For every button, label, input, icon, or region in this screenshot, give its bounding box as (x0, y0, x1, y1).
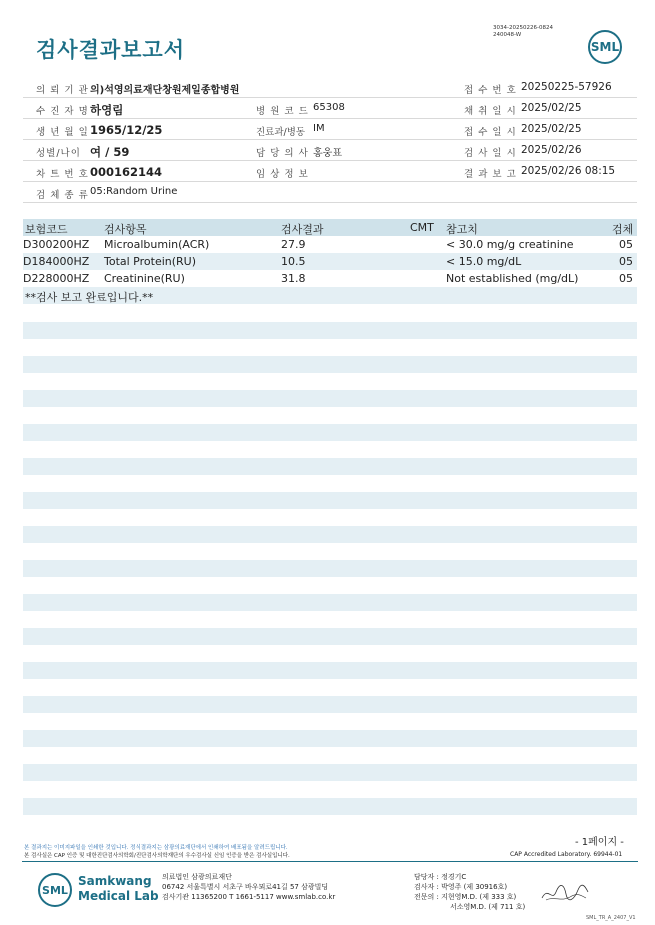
brand-name (78, 874, 159, 904)
specimen-value: 05:Random Urine (90, 186, 178, 197)
info-row-requester (23, 77, 637, 98)
chart-no-value: 000162144 (90, 165, 163, 179)
staff-manager: 담당자 : 정경기C (414, 873, 467, 881)
birth-value: 1965/12/25 (90, 123, 163, 137)
row-code: D300200HZ (23, 238, 90, 251)
empty-row (23, 492, 637, 509)
page-number: - 1페이지 - (575, 837, 624, 848)
info-row-sex-age (23, 140, 637, 161)
requester-value: 의)석영의료재단창원제일종합병원 (90, 85, 240, 96)
table-row (23, 236, 637, 253)
patient-label: 수 진 자 명 (36, 106, 89, 117)
row-item: Creatinine(RU) (104, 272, 185, 285)
receipt-date-value: 2025/02/25 (521, 123, 582, 135)
staff-tester: 검사자 : 박영주 (제 30916호) (414, 883, 508, 891)
results-header (23, 219, 637, 236)
hospital-code-label: 병 원 코 드 (256, 106, 309, 117)
signature-image (540, 880, 590, 906)
page-title: 검사결과보고서 (36, 38, 186, 62)
column-header-specimen: 검체 (612, 223, 634, 236)
row-reference: < 30.0 mg/g creatinine (446, 238, 574, 251)
receipt-no-label: 접 수 번 호 (464, 85, 517, 96)
lab-street: 06742 서울특별시 서초구 바우뫼로41길 57 삼광빌딩 (162, 883, 329, 891)
patient-info (23, 77, 637, 203)
column-header-code: 보험코드 (25, 223, 68, 236)
specimen-label: 검 체 종 류 (36, 190, 89, 201)
empty-row (23, 390, 637, 407)
hospital-code-value: 65308 (313, 102, 345, 113)
table-row (23, 253, 637, 270)
sex-age-value: 여 / 59 (90, 145, 130, 159)
row-code: D184000HZ (23, 255, 90, 268)
empty-row (23, 764, 637, 781)
row-specimen: 05 (619, 272, 633, 285)
birth-label: 생 년 월 일 (36, 127, 89, 138)
info-row-chart (23, 161, 637, 182)
empty-row (23, 322, 637, 339)
row-specimen: 05 (619, 238, 633, 251)
patient-value: 하영림 (90, 103, 124, 117)
empty-row (23, 424, 637, 441)
chart-no-label: 차 트 번 호 (36, 169, 89, 180)
document-id-line2: 240048-W (493, 32, 522, 38)
requester-label: 의 뢰 기 관 (36, 85, 89, 96)
empty-row (23, 526, 637, 543)
staff-specialist-1: 전문의 : 지현영M.D. (제 333 호) (414, 893, 517, 901)
receipt-date-label: 접 수 일 시 (464, 127, 517, 138)
document-id-line1: 3034-20250226-0824 (493, 25, 553, 31)
info-row-specimen (23, 182, 637, 203)
row-item: Total Protein(RU) (104, 255, 197, 268)
empty-row (23, 594, 637, 611)
row-result: 10.5 (281, 255, 306, 268)
info-row-birth (23, 119, 637, 140)
empty-row (23, 628, 637, 645)
document-id (493, 25, 553, 39)
empty-row (23, 696, 637, 713)
row-reference: < 15.0 mg/dL (446, 255, 522, 268)
doctor-label: 담 당 의 사 (256, 148, 309, 159)
test-date-label: 검 사 일 시 (464, 148, 517, 159)
test-date-value: 2025/02/26 (521, 144, 582, 156)
report-date-label: 결 과 보 고 (464, 169, 517, 180)
sml-logo: SML (588, 30, 622, 64)
lab-contact: 검사기관 11365200 T 1661-5117 www.smlab.co.kr (162, 893, 336, 901)
collection-date-value: 2025/02/25 (521, 102, 582, 114)
lab-name: 의료법인 삼광의료재단 (162, 873, 232, 881)
empty-row (23, 458, 637, 475)
collection-date-label: 채 취 일 시 (464, 106, 517, 117)
empty-row (23, 798, 637, 815)
footer-notice-print: 본 결과지는 이미지파일을 인쇄한 것입니다. 정식결과지는 삼광의료재단에서 인쇄하여 배포됨을 알려드립니다. (24, 845, 288, 851)
staff-list (414, 872, 525, 912)
row-item: Microalbumin(ACR) (104, 238, 210, 251)
report-complete-note (23, 287, 637, 304)
lab-address (162, 872, 335, 902)
row-reference: Not established (mg/dL) (446, 272, 579, 285)
table-row (23, 270, 637, 287)
dept-label: 진료과/병동 (256, 127, 306, 138)
row-specimen: 05 (619, 255, 633, 268)
info-row-patient (23, 98, 637, 119)
brand-line2: Medical Lab (78, 889, 159, 903)
cap-accreditation: CAP Accredited Laboratory. 69944-01 (510, 851, 623, 858)
receipt-no-value: 20250225-57926 (521, 81, 612, 93)
empty-row (23, 356, 637, 373)
results-table (23, 219, 637, 304)
footer-notice-certification: 본 검사실은 CAP 인증 및 대한진단검사의학회/진단검사의학재단의 우수검사실 신임 인증을 받은 검사실입니다. (24, 853, 290, 859)
row-result: 27.9 (281, 238, 306, 251)
column-header-item: 검사항목 (104, 223, 147, 236)
column-header-cmt: CMT (410, 221, 434, 234)
column-header-result: 검사결과 (281, 223, 324, 236)
clinical-label: 임 상 정 보 (256, 169, 309, 180)
footer-sml-logo: SML (38, 873, 72, 907)
empty-row (23, 560, 637, 577)
brand-line1: Samkwang (78, 874, 152, 888)
empty-row (23, 730, 637, 747)
empty-rows (23, 322, 637, 832)
form-code: SML_TR_A_2407_V1 (586, 915, 636, 921)
footer-divider (22, 861, 638, 862)
report-complete-text: **검사 보고 완료입니다.** (25, 291, 154, 304)
sex-age-label: 성별/나이 (36, 148, 81, 159)
staff-specialist-2: 서소영M.D. (제 711 호) (450, 903, 526, 911)
empty-row (23, 662, 637, 679)
row-code: D228000HZ (23, 272, 90, 285)
row-result: 31.8 (281, 272, 306, 285)
report-date-value: 2025/02/26 08:15 (521, 165, 616, 177)
dept-value: IM (313, 123, 325, 134)
doctor-value: 홍웅표 (313, 148, 342, 159)
column-header-reference: 참고치 (446, 223, 478, 236)
